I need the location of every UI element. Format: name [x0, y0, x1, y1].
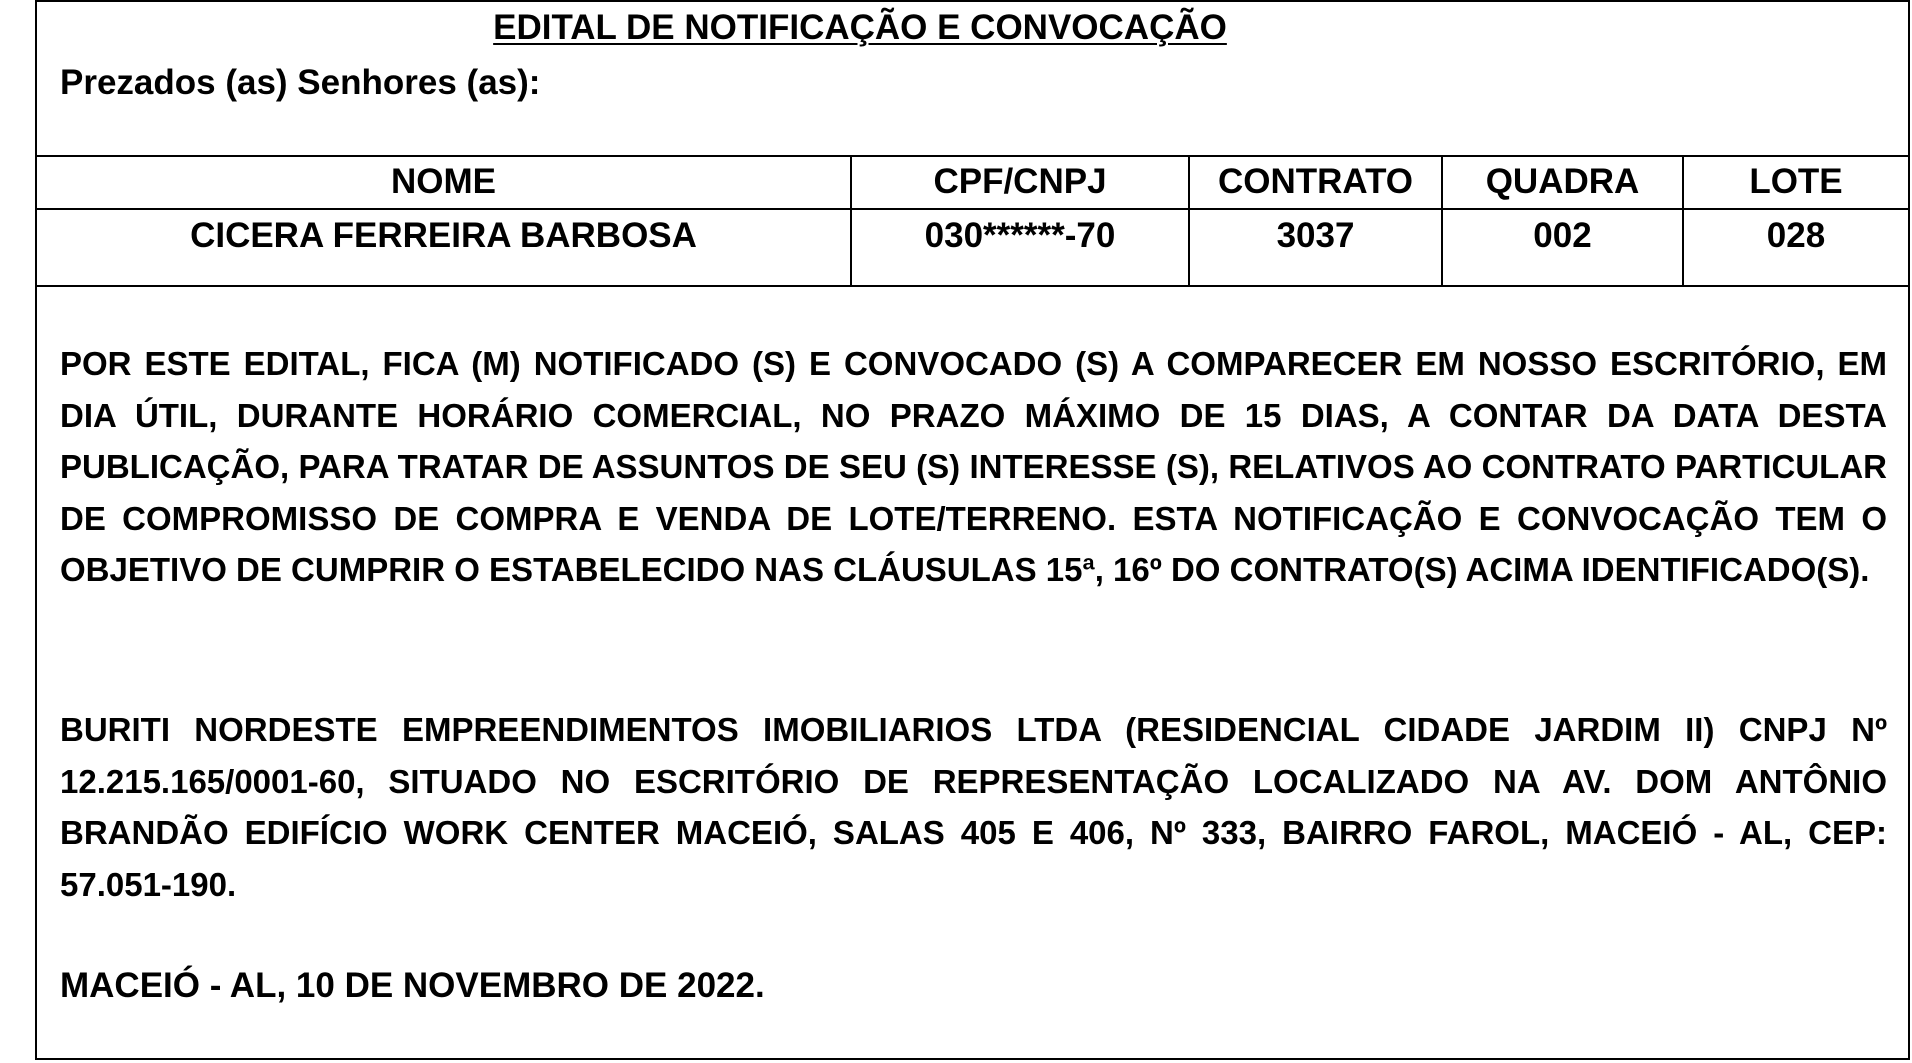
- table-header-divider: [35, 208, 1910, 210]
- notification-paragraph: POR ESTE EDITAL, FICA (M) NOTIFICADO (S) E CONVOCADO (S) A COMPARECER EM NOSSO ESCRITÓRIO, EM DIA ÚTIL, DURANTE HORÁRIO COMERCIAL, NO PRAZO MÁXIMO DE 15 DIAS, A CONTAR DA DATA DESTA PUBLICAÇÃO, PARA TRATAR DE ASSUNTOS DE SEU (S) INTERESSE (S), RELATIVOS AO CONTRATO PARTICULAR DE COMPROMISSO DE COMPRA E VENDA DE LOTE/TERRENO. ESTA NOTIFICAÇÃO E CONVOCAÇÃO TEM O OBJETIVO DE CUMPRIR O ESTABELECIDO NAS CLÁUSULAS 15ª, 16º DO CONTRATO(S) ACIMA IDENTIFICADO(S).: [60, 345, 1887, 588]
- table-cell-nome: CICERA FERREIRA BARBOSA: [190, 216, 697, 255]
- document-title: EDITAL DE NOTIFICAÇÃO E CONVOCAÇÃO: [493, 8, 1227, 47]
- table-header-quadra: QUADRA: [1485, 162, 1640, 201]
- greeting-text: Prezados (as) Senhores (as):: [60, 63, 541, 102]
- table-header-cpf-cnpj: CPF/CNPJ: [933, 162, 1107, 201]
- table-cell-contrato: 3037: [1276, 216, 1355, 255]
- table-header-nome: NOME: [391, 162, 496, 201]
- table-cell-quadra: 002: [1533, 216, 1592, 255]
- table-header-contrato: CONTRATO: [1217, 162, 1414, 201]
- table-cell-lote: 028: [1766, 216, 1826, 255]
- table-bottom-border: [35, 285, 1910, 287]
- table-header-lote: LOTE: [1749, 162, 1843, 201]
- table-cell-cpf-cnpj: 030******-70: [924, 216, 1116, 255]
- date-line: MACEIÓ - AL, 10 DE NOVEMBRO DE 2022.: [60, 966, 765, 1005]
- company-paragraph: BURITI NORDESTE EMPREENDIMENTOS IMOBILIARIOS LTDA (RESIDENCIAL CIDADE JARDIM II) CNPJ Nº 12.215.165/0001-60, SITUADO NO ESCRITÓRIO DE REPRESENTAÇÃO LOCALIZADO NA AV. DOM ANTÔNIO BRANDÃO EDIFÍCIO WORK CENTER MACEIÓ, SALAS 405 E 406, Nº 333, BAIRRO FAROL, MACEIÓ - AL, CEP: 57.051-190.: [60, 711, 1887, 903]
